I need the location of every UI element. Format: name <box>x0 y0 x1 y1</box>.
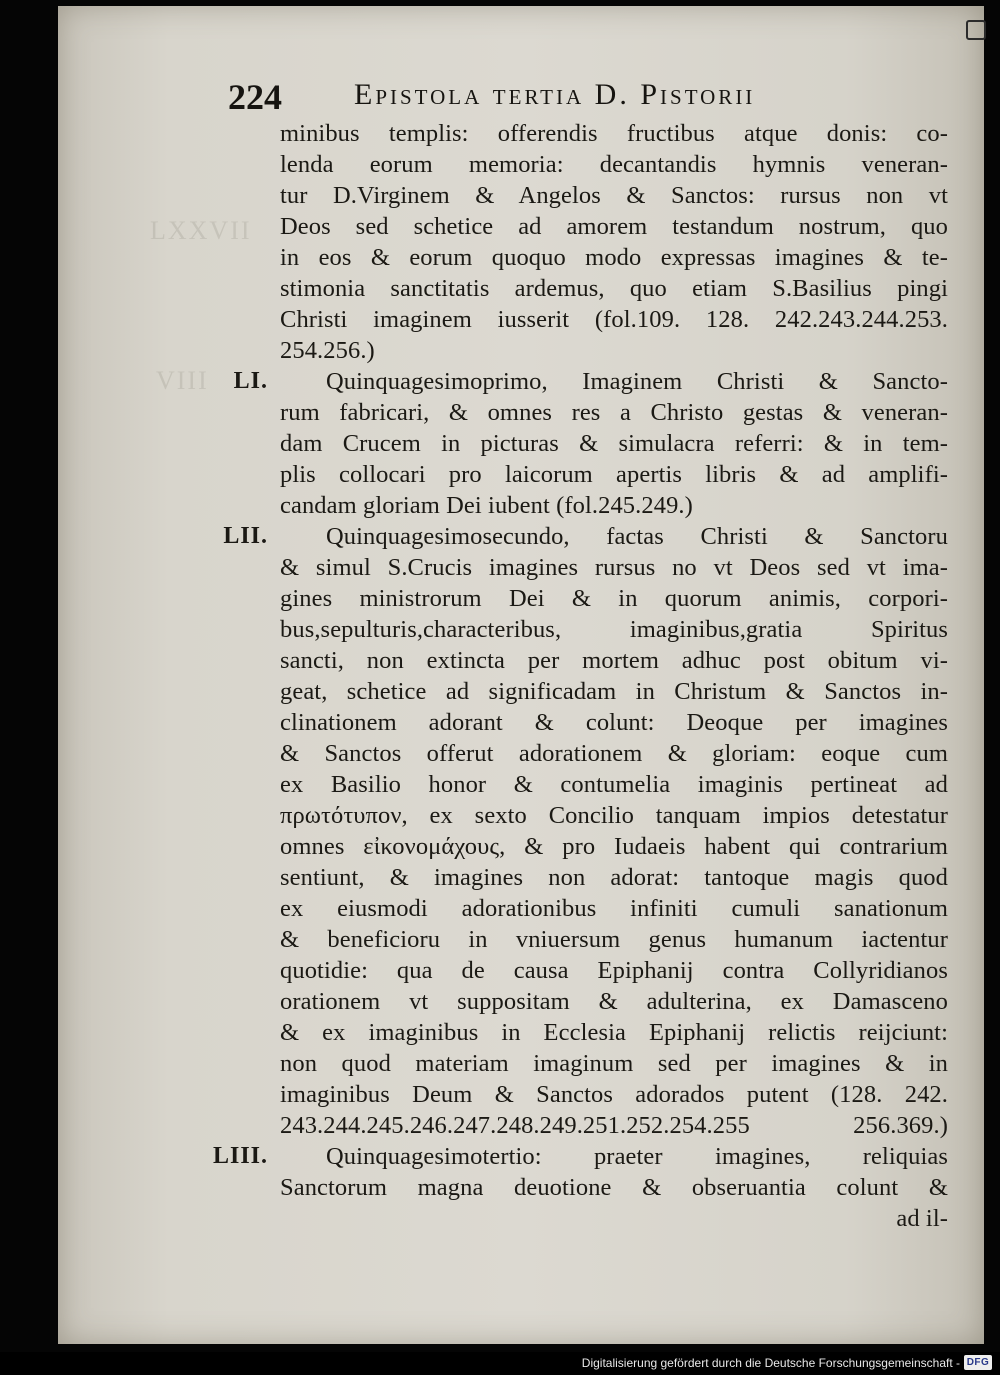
line-text: bus,sepulturis,characteribus, imaginibus,gratia Spiritus <box>280 616 948 643</box>
text-line <box>198 459 958 490</box>
line-text: Quinquagesimotertio: praeter imagines, reliquias <box>326 1143 948 1170</box>
line-text: ad il- <box>896 1205 948 1232</box>
line-text: minibus templis: offerendis fructibus atque donis: co- <box>280 120 948 147</box>
page-header <box>228 76 888 120</box>
bleed-through-mark: VIII <box>156 366 209 395</box>
line-text: 243.244.245.246.247.248.249.251.252.254.255 256.369.) <box>280 1112 948 1139</box>
text-line <box>198 211 958 242</box>
line-text: ex eiusmodi adorationibus infiniti cumuli sanationum <box>280 895 948 922</box>
text-line <box>198 614 958 645</box>
marginal-numeral: LI. <box>233 368 268 394</box>
line-text: & beneficioru in vniuersum genus humanum iactentur <box>280 926 948 953</box>
line-text: stimonia sanctitatis ardemus, quo etiam S.Basilius pingi <box>280 275 948 302</box>
line-text: orationem vt suppositam & adulterina, ex Damasceno <box>280 988 948 1015</box>
text-line <box>198 862 958 893</box>
text-line <box>198 304 958 335</box>
text-line <box>198 490 958 521</box>
line-text: dam Crucem in picturas & simulacra referri: & in tem- <box>280 430 948 457</box>
text-line <box>198 1048 958 1079</box>
line-text: & Sanctos offerut adorationem & gloriam: eoque cum <box>280 740 948 767</box>
text-line <box>198 955 958 986</box>
text-line <box>198 583 958 614</box>
marginal-numeral: LIII. <box>212 1143 268 1169</box>
line-text: clinationem adorant & colunt: Deoque per imagines <box>280 709 948 736</box>
line-text: in eos & eorum quoquo modo expressas imagines & te- <box>280 244 948 271</box>
line-text: Christi imaginem iusserit (fol.109. 128. 242.243.244.253. <box>280 306 948 333</box>
text-line <box>198 273 958 304</box>
text-line <box>198 149 958 180</box>
funding-credit: Digitalisierung gefördert durch die Deutsche Forschungsgemeinschaft - <box>581 1356 960 1370</box>
text-line <box>198 397 958 428</box>
body-text <box>198 118 958 1234</box>
line-text: lenda eorum memoria: decantandis hymnis veneran- <box>280 151 948 178</box>
marginal-numeral: LII. <box>223 523 268 549</box>
text-line <box>198 800 958 831</box>
text-line <box>198 738 958 769</box>
dfg-logo-icon: DFG <box>964 1355 992 1370</box>
footer-bar <box>0 1352 1000 1375</box>
corner-marker-icon <box>966 20 986 40</box>
line-text: rum fabricari, & omnes res a Christo gestas & veneran- <box>280 399 948 426</box>
line-text: Deos sed schetice ad amorem testandum nostrum, quo <box>280 213 948 240</box>
running-head: Epistola tertia D. Pistorii <box>354 78 756 111</box>
line-text: Sanctorum magna deuotione & obseruantia colunt & <box>280 1174 948 1201</box>
text-line <box>198 1203 958 1234</box>
text-line <box>198 1079 958 1110</box>
line-text: plis collocari pro laicorum apertis libris & ad amplifi- <box>280 461 948 488</box>
text-line <box>198 552 958 583</box>
line-text: imaginibus Deum & Sanctos adorados putent (128. 242. <box>280 1081 948 1108</box>
text-line <box>198 521 958 552</box>
line-text: gines ministrorum Dei & in quorum animis, corpori- <box>280 585 948 612</box>
bleed-through-mark: LXXVII <box>150 216 252 245</box>
text-line <box>198 366 958 397</box>
text-line <box>198 1172 958 1203</box>
line-text: Quinquagesimosecundo, factas Christi & Sanctoru <box>326 523 948 550</box>
text-line <box>198 645 958 676</box>
text-line <box>198 769 958 800</box>
line-text: sancti, non extincta per mortem adhuc post obitum vi- <box>280 647 948 674</box>
text-line <box>198 1017 958 1048</box>
line-text: omnes εἰκονομάχους, & pro Iudaeis habent qui contrarium <box>280 833 948 860</box>
line-text: πρωτότυπον, ex sexto Concilio tanquam impios detestatur <box>280 802 948 829</box>
text-line <box>198 676 958 707</box>
text-line <box>198 180 958 211</box>
line-text: Quinquagesimoprimo, Imaginem Christi & Sancto- <box>326 368 948 395</box>
text-line <box>198 831 958 862</box>
text-line <box>198 1110 958 1141</box>
line-text: quotidie: qua de causa Epiphanij contra Collyridianos <box>280 957 948 984</box>
line-text: tur D.Virginem & Angelos & Sanctos: rursus non vt <box>280 182 948 209</box>
text-line <box>198 924 958 955</box>
line-text: ex Basilio honor & contumelia imaginis pertineat ad <box>280 771 948 798</box>
line-text: 254.256.) <box>280 337 375 364</box>
text-line <box>198 1141 958 1172</box>
text-line <box>198 118 958 149</box>
line-text: candam gloriam Dei iubent (fol.245.249.) <box>280 492 693 519</box>
text-line <box>198 707 958 738</box>
line-text: & ex imaginibus in Ecclesia Epiphanij relictis reijciunt: <box>280 1019 948 1046</box>
text-line <box>198 986 958 1017</box>
text-line <box>198 242 958 273</box>
text-line <box>198 893 958 924</box>
line-text: & simul S.Crucis imagines rursus no vt Deos sed vt ima- <box>280 554 948 581</box>
text-line <box>198 335 958 366</box>
line-text: sentiunt, & imagines non adorat: tantoque magis quod <box>280 864 948 891</box>
line-text: non quod materiam imaginum sed per imagines & in <box>280 1050 948 1077</box>
page-number: 224 <box>228 77 282 117</box>
text-line <box>198 428 958 459</box>
line-text: geat, schetice ad significadam in Christum & Sanctos in- <box>280 678 948 705</box>
